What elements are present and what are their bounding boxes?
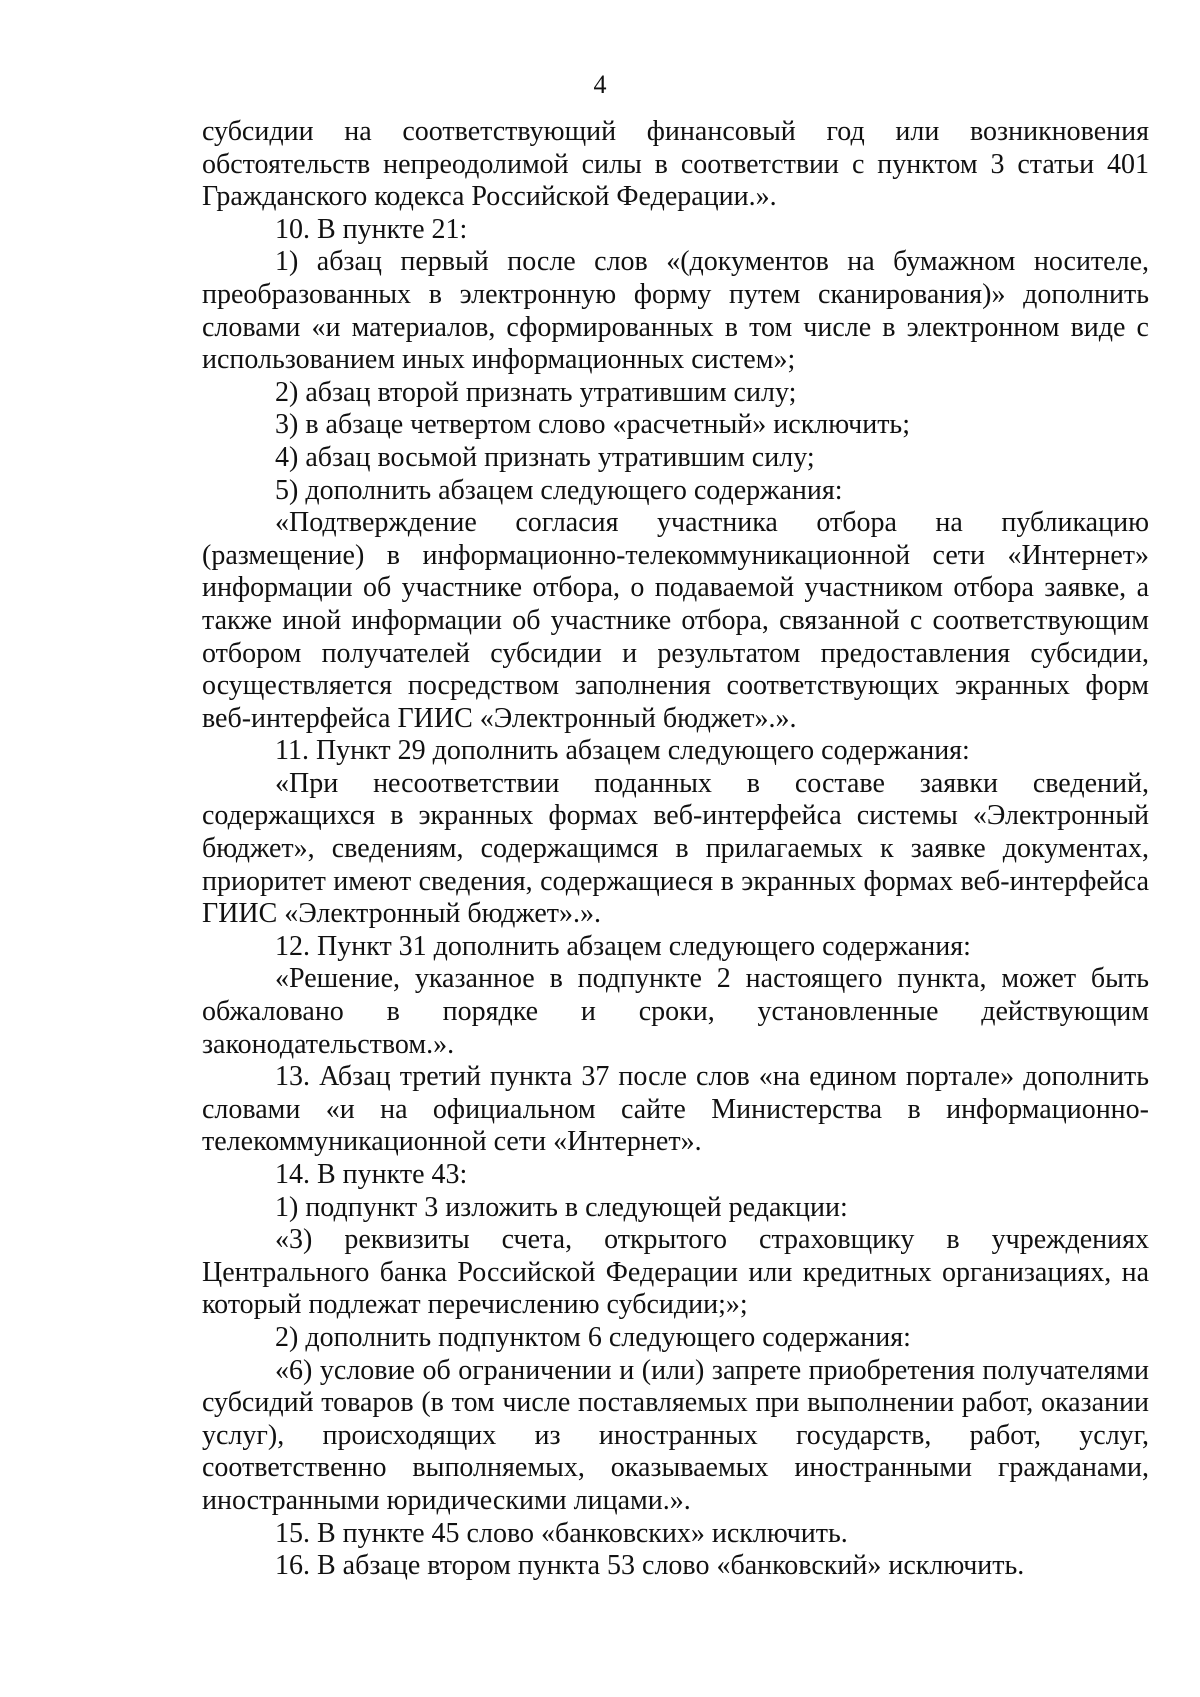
item-14-quoted-text-2: «6) условие об ограничении и (или) запрете приобретения получателями субсидий товаров (в том числе поставляемых при выполнении работ, оказании услуг), происходящих из иностранных государств, работ, услуг, соответственно выполняемых, оказываемых иностранными гражданами, иностранными юридическими лицами.». [202, 1354, 1149, 1516]
item-11-quoted-text: «При несоответствии поданных в составе заявки сведений, содержащихся в экранных формах веб-интерфейса системы «Электронный бюджет», сведениям, содержащимся в прилагаемых к заявке документах, приоритет имеют сведения, содержащиеся в экранных формах веб-интерфейса ГИИС «Электронный бюджет».». [202, 767, 1149, 930]
item-10-sub-4: 4) абзац восьмой признать утратившим силу; [275, 441, 815, 473]
item-10-quoted-text: «Подтверждение согласия участника отбора на публикацию (размещение) в информационно-телекоммуникационной сети «Интернет» информации об участнике отбора, о подаваемой участником отбора заявке, а также иной информации об участнике отбора, связанной с соответствующим отбором получателей субсидии и результатом предоставления субсидии, осуществляется посредством заполнения соответствующих экранных форм веб-интерфейса ГИИС «Электронный бюджет».». [202, 507, 1149, 734]
item-12-heading: 12. Пункт 31 дополнить абзацем следующего содержания: [275, 930, 971, 962]
item-10-sub-2: 2) абзац второй признать утратившим силу; [275, 376, 797, 408]
item-13: 13. Абзац третий пункта 37 после слов «на едином портале» дополнить словами «и на официальном сайте Министерства в информационно-телекоммуникационной сети «Интернет». [202, 1061, 1149, 1158]
paragraph-continuation: субсидии на соответствующий финансовый год или возникновения обстоятельств непреодолимой силы в соответствии с пунктом 3 статьи 401 Гражданского кодекса Российской Федерации.». [202, 116, 1149, 213]
item-14-sub-1: 1) подпункт 3 изложить в следующей редакции: [275, 1191, 848, 1223]
page-number: 4 [593, 70, 607, 99]
item-16: 16. В абзаце втором пункта 53 слово «банковский» исключить. [275, 1550, 1025, 1582]
item-12-quoted-text: «Решение, указанное в подпункте 2 настоящего пункта, может быть обжаловано в порядке и сроки, установленные действующим законодательством.». [202, 963, 1149, 1060]
item-14-sub-2: 2) дополнить подпунктом 6 следующего содержания: [275, 1321, 911, 1353]
item-10-sub-5: 5) дополнить абзацем следующего содержания: [275, 474, 843, 506]
item-10-sub-1: 1) абзац первый после слов «(документов на бумажном носителе, преобразованных в электронную форму путем сканирования)» дополнить словами «и материалов, сформированных в том числе в электронном виде с использованием иных информационных систем»; [202, 246, 1149, 376]
item-14-quoted-text-1: «3) реквизиты счета, открытого страховщику в учреждениях Центрального банка Российской Федерации или кредитных организациях, на который подлежат перечислению субсидии;»; [202, 1224, 1149, 1321]
item-10-heading: 10. В пункте 21: [275, 213, 468, 245]
item-14-heading: 14. В пункте 43: [275, 1159, 468, 1190]
item-15: 15. В пункте 45 слово «банковских» исключить. [275, 1517, 848, 1549]
document-body [202, 116, 1149, 1583]
item-10-sub-3: 3) в абзаце четвертом слово «расчетный» исключить; [275, 409, 910, 441]
item-11-heading: 11. Пункт 29 дополнить абзацем следующего содержания: [275, 735, 970, 767]
